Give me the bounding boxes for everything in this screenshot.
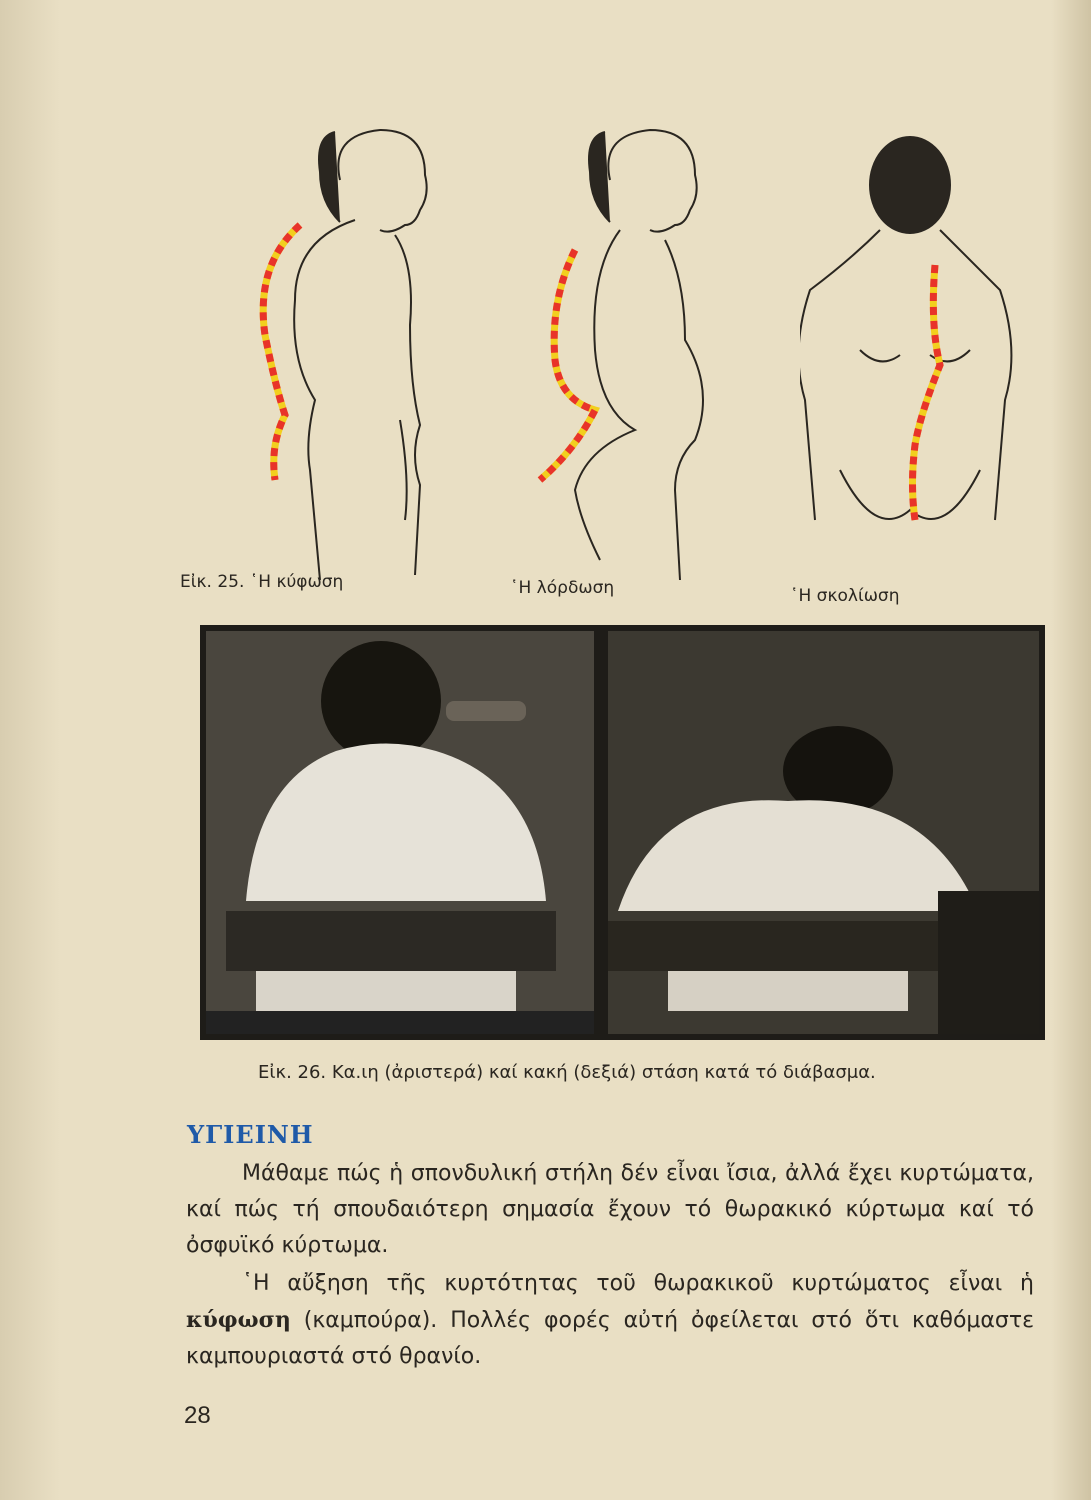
- caption-lordosis: ῾Η λόρδωση: [510, 578, 615, 598]
- photo-bad-posture: [608, 631, 1039, 1034]
- section-title: ΥΓΙΕΙΝΗ: [187, 1120, 314, 1149]
- spine-overlays: [180, 120, 1040, 620]
- paragraph-2-end: (καμπούρα). Πολλές φορές αὐτή ὀφείλεται στό ὅτι καθόμαστε καμπουριαστά στό θρανίο.: [186, 1308, 1034, 1369]
- caption-kyphosis: Εἰκ. 25. ῾Η κύφωση: [180, 572, 344, 592]
- figure-26-photos: [200, 625, 1045, 1040]
- page-edge-left: [0, 0, 60, 1500]
- paragraph-1: [186, 1156, 1034, 1264]
- paragraph-2-start: ῾Η αὔξηση τῆς κυρτότητας τοῦ θωρακικοῦ κυρτώματος εἶναι ἡ: [242, 1271, 1034, 1296]
- figure-25: [180, 120, 1040, 620]
- spine-lordosis-base: [540, 250, 595, 480]
- figure-26-caption: Εἰκ. 26. Κα.ιη (ἀριστερά) καί κακή (δεξιά) στάση κατά τό διάβασμα.: [258, 1062, 876, 1083]
- photo-good-posture: [206, 631, 594, 1034]
- paragraph-2: [186, 1266, 1034, 1375]
- caption-scoliosis: ῾Η σκολίωση: [790, 586, 900, 606]
- page-number: 28: [184, 1402, 211, 1429]
- paragraph-1-text: Μάθαμε πώς ἡ σπονδυλική στήλη δέν εἶναι ἴσια, ἀλλά ἔχει κυρτώματα, καί πώς τή σπουδαιότερη σημασία ἔχουν τό θωρακικό κύρτωμα καί τό ὀσφυϊκό κύρτωμα.: [186, 1161, 1034, 1258]
- page-edge-right: [1051, 0, 1091, 1500]
- spine-lordosis: [540, 250, 595, 480]
- term-kyphosis: κύφωση: [186, 1307, 291, 1333]
